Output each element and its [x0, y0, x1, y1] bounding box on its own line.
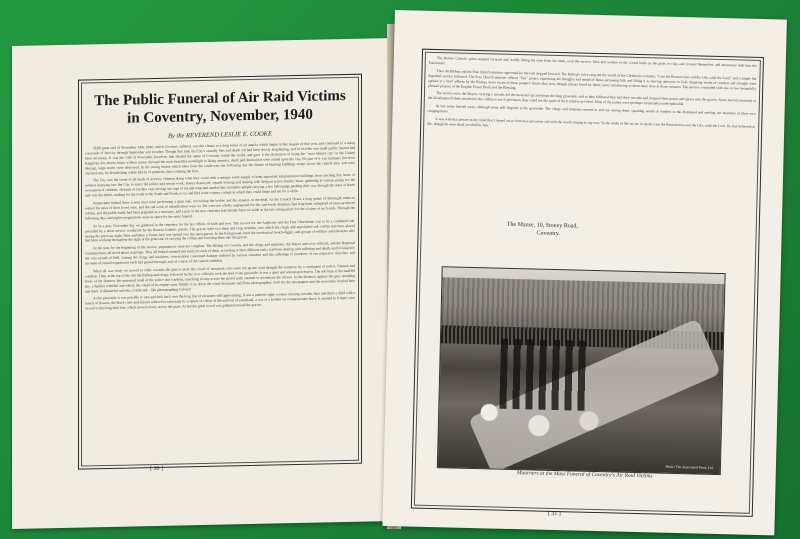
- photo-credit: Photo: The Associated Press, Ltd.: [665, 464, 714, 470]
- left-page-number: [ 30 ]: [150, 465, 163, 473]
- title-line-2: in Coventry, November, 1940: [127, 106, 313, 127]
- title-line-1: The Public Funeral of Air Raid Victims: [94, 88, 346, 110]
- body-paragraph: Then the Bishop and the Free Church minister appointed for the task stepped forward. The Bishop's voice rang out the words of the Christian's certainty: "I am the Resurrection and the Life, saith the Lord," and a simple but dignified service followed. The Free Church minister offered "free" prayer, expressing the thoughts and mood of those sorrowing folk and lifting it to moving utterance to God. Inspiring words of comfort and strength were spoken in a brief address by the Bishop, never many of those people's hearts than now, though always loved by them; never ministering to them more than in those minutes. The service concluded with one or two beautifully phrased prayers of the English Prayer Book and the Blessing.: [428, 68, 757, 91]
- photo-caption: Mourners at the Mass Funeral of Coventry's Air Raid Victims: [516, 470, 653, 480]
- body-paragraph: THIS great raid of November 14th, 1940, which Coventry suffered, was the climax to a long series of air attacks which began in late August of that year, and continued in a rising crescendo of ferocity through September and October. Though that time the City's casualty lists and death roll had been slowly lengthening, and in October one small public funeral had been necessary. It was the 14th of November, however, that flashed the name of Coventry round the world, and gave it the distinction of being the "most blitzed city" in the United Kingdom. For eleven hours without pause, through the most beautiful moonlight in living memory, death and destruction were rained upon the city. No part of it was immune; fire from damage, large stores were destroyed. In the strong breeze which blew from the south-west the following day the flames of burning buildings swept across the central area, and were checked only by demolishing whole blocks of premises, thus isolating the fires.: [85, 140, 355, 176]
- left-page: [12, 38, 394, 529]
- photo-wreaths: [448, 387, 649, 452]
- photo-mourners: [499, 339, 591, 411]
- author-town: Coventry.: [536, 230, 561, 238]
- photo-crowd: [441, 325, 723, 350]
- right-page: [382, 10, 786, 535]
- body-paragraph: At last some hurried away, although some still lingered at the graveside. The clergy and ministers moved in and out among them, speaking words of comfort to the distressed and seeking out members of their own congregations.: [427, 104, 756, 117]
- body-paragraph: So on a grey November day we gathered in the cemetery for the last offices of faith and love. The service for the Anglicans and the Free Churchmen was to be a combined one, preceded by a short service conducted by the Roman Catholic priests. The graves were two deep and long trenches, into which the rough and unpolished oak coffins had been placed during the previous night. Here and there a Union Jack was spread over the open graves. In the background stood the mechanical trench-digger, and groups of soldiers and labourers who had been working throughout the night at the grim task of carrying the coffins and lowering them into the graves.: [85, 218, 355, 243]
- right-page-border: [411, 49, 764, 517]
- left-page-border: [78, 74, 362, 473]
- open-booklet: [4, 4, 794, 536]
- body-paragraph: At the time for the beginning of the service, preparations were not complete. The Bishop of Coventry and the clergy and ministers, the Mayor and civic officials, and the Regional Commissioner, all stood about in groups. They all looked strained and tired, for each of them, according to their different tasks, had been dealing with suffering and death, and looking into the very mouth of Hell. Among the clergy and ministers, conversation concerned damage suffered by various churches and the sufferings of members of our respective churches, and accounts of ruined experiences each had passed through, and, of course, of the ruined cathedral.: [85, 241, 355, 266]
- body-paragraph: The City was the scene of all kinds of activity: firemen doing what they could with a meagre water-supply to keep important administrative buildings from catching fire; hosts of soldiers hurrying into the City to assist the police and rescue work; homes destroyed, squads looking and dealing with delayed action bombs; buses gathering at various points for the evacuation of children; all kinds of kitchen vans serving out cups of tea and soup and sandwiches; homeless people carrying a few belongings pushing their way through the mass of hoses and over the debris, making for the roads to the South and North, to try and find some country cottage in which they could lodge and eat for a while.: [85, 173, 355, 198]
- funeral-photograph: [437, 266, 726, 475]
- right-page-number: [ 31 ]: [547, 510, 561, 518]
- article-title: [83, 87, 357, 129]
- photo-trees: [441, 277, 724, 344]
- body-paragraph: It was with that picture in my mind that I turned away from that sad scene, and with the words ringing in my ears "In the midst of life we are in death. I am the Resurrection and the Life, saith the Lord. He that believeth in Me, though he were dead, yet shall he live.": [427, 117, 756, 129]
- byline: By the REVEREND LESLIE E. COOKE: [168, 130, 272, 140]
- body-paragraph: The Roman Catholic priest stepped forward and, hardly lifting his eyes from his book, read the service. Men and women in the crowd knelt on the grass or clay, and crossed themselves and murmured with him the Paternoster.: [428, 56, 757, 68]
- body-paragraph: Somewhere behind these scenes men were performing a grim task, recovering the bodies and the remains of the dead. At the Council House a long queue of distraught relatives waited for news of their loved ones, and the sad work of identification went on. We were not wholly unprepared for this sad event. Rumours had long been whispered of mass-produced coffins, and the public baths had been prepared as a mortuary, and a part of the new cemetery had already been set aside as the last resting-place for the victims of such raids. Through the following days and nights preparations went on apace for the mass funeral.: [85, 195, 355, 221]
- author-address: The Manse, 10, Stoney Road,: [506, 221, 578, 230]
- photo-grave-mound: [468, 318, 721, 473]
- body-paragraph: At the graveside it was possible to turn and look back over the long line of mourners still approaching. It was a pathetic sight: women carrying wreaths; here and there a child with a bunch of flowers; the black coats and dresses relieved occasionally by a splash of colour of the uniform of a husband, a son, or a brother on compassionate leave. It seemed as if there were no end to this long dark line, which moved slowly across the grass. At last the great crowd was gathered around the graves.: [85, 291, 355, 311]
- left-body-text: [85, 141, 355, 465]
- body-paragraph: The service over, the Mayor, carrying a wreath, led the mourners up and down the long graveside, and as they followed they laid their wreaths and dropped their posies and sprays into the graves. Some moved anxiously at the bloodstained labels attached to the coffins to see if perchance they could see the name of their relative or friend. Most of the names were (perhaps fortunately) undecipherable.: [427, 91, 756, 107]
- right-body-text: [425, 56, 757, 224]
- body-paragraph: When all was ready we moved in order towards the gate to meet the crowd of mourners, who were led up the road through the cemetery by a contingent of police, firemen and wardens. Then at the top of the rise the Bishop and clergy, followed by the civic officials, took the lead to the graveside. It was a quiet and solemn procession. The soft beat of the muffled boots of the firemen, the measured tread of the police and wardens, marching in step across the gravel path, seemed to accentuate the silence. In the distance, against the grey unending sky, a Spitfire wheeled and rolled; the sound of its engine came fitfully to us down the wind. Pressmen and Press photographers, both for the newspapers and the newsreels, hurried here and there. A distasteful task this, I reflected—like photographing Calvary!: [85, 263, 355, 294]
